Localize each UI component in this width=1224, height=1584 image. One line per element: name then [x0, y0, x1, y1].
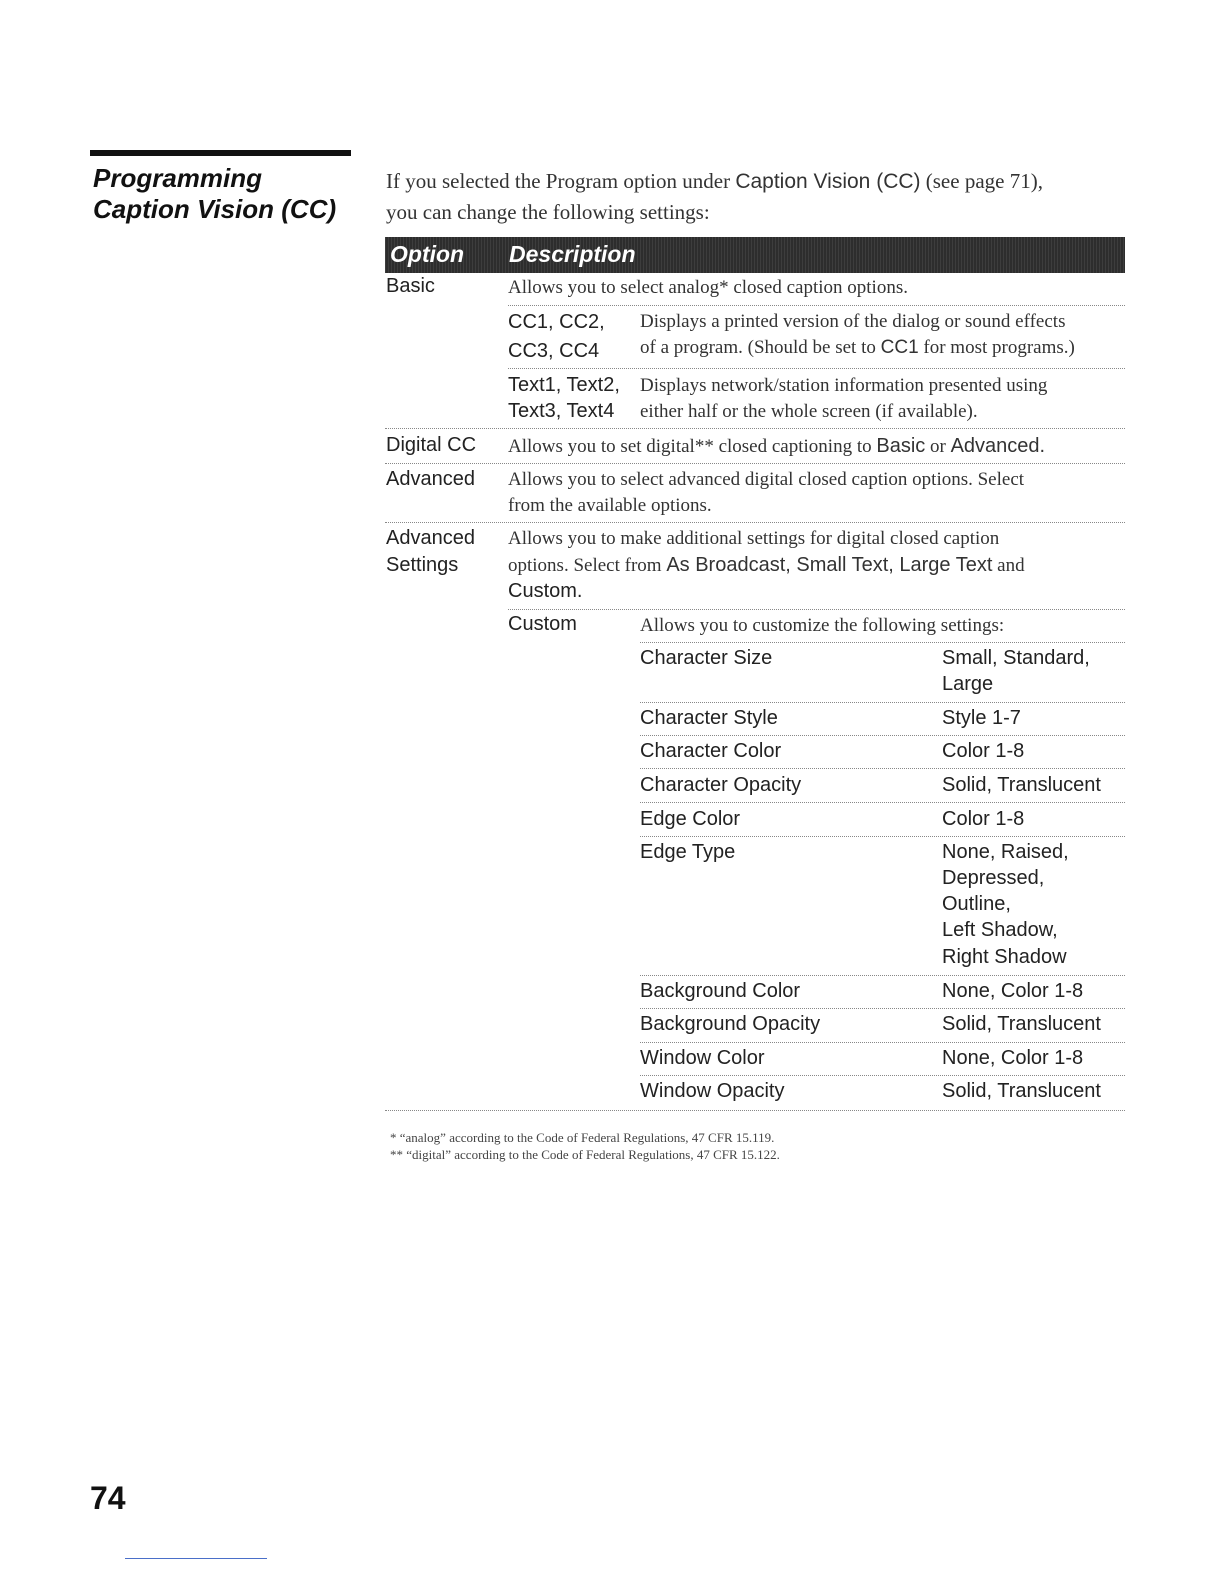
section-rule: [90, 150, 351, 156]
digital-desc-basic: Basic: [876, 435, 926, 457]
setting-value: Outline,: [942, 893, 1011, 915]
cc-label-1: CC1, CC2,: [508, 311, 605, 333]
setting-name: Character Size: [640, 647, 773, 669]
divider: [640, 1075, 1125, 1076]
setting-value: Large: [942, 673, 994, 695]
section-title: [93, 163, 363, 225]
cc-desc-2: [640, 335, 1075, 361]
desc-advanced-1: Allows you to select advanced digital closed caption options. Select: [508, 469, 1025, 490]
setting-name: Window Opacity: [640, 1080, 785, 1102]
text-label-1: Text1, Text2,: [508, 374, 620, 396]
divider: [640, 642, 1125, 643]
option-basic: Basic: [386, 275, 435, 297]
table-header: [385, 237, 1125, 273]
divider: [385, 522, 1125, 523]
divider: [640, 735, 1125, 736]
digital-desc-advanced: Advanced.: [950, 435, 1046, 457]
divider: [385, 428, 1125, 429]
divider: [385, 463, 1125, 464]
divider: [508, 305, 1125, 306]
custom-desc: Allows you to customize the following settings:: [640, 615, 1005, 636]
adv-settings-2c: and: [992, 555, 1025, 576]
adv-settings-2a: options. Select from: [508, 555, 667, 576]
divider: [640, 836, 1125, 837]
option-advanced-settings-2: Settings: [386, 554, 459, 576]
option-advanced: Advanced: [386, 468, 475, 490]
digital-desc-a: Allows you to set digital** closed captioning to: [508, 436, 877, 457]
section-title-line1: Programming: [93, 163, 263, 193]
intro-text: If you selected the Program option under: [386, 169, 736, 193]
setting-name: Edge Color: [640, 808, 741, 830]
setting-value: None, Color 1-8: [942, 980, 1084, 1002]
text-label-2: Text3, Text4: [508, 400, 615, 422]
divider: [640, 768, 1125, 769]
text-desc-1: Displays network/station information presented using: [640, 375, 1048, 396]
setting-name: Background Color: [640, 980, 801, 1002]
page-number: 74: [90, 1480, 126, 1516]
digital-desc-or: or: [925, 436, 951, 457]
setting-value: Solid, Translucent: [942, 1013, 1101, 1035]
intro-cc-term: Caption Vision (CC): [735, 170, 921, 193]
setting-value: Right Shadow: [942, 946, 1067, 968]
setting-value: Small, Standard,: [942, 647, 1090, 669]
header-option: Option: [390, 241, 465, 267]
desc-adv-settings-2: [508, 552, 1025, 579]
divider: [640, 1042, 1125, 1043]
cc-desc-2b: CC1: [880, 337, 919, 358]
setting-value: Depressed,: [942, 867, 1045, 889]
cc-desc-2c: for most programs.): [918, 337, 1075, 358]
header-description: Description: [509, 241, 636, 267]
section-title-line2: Caption Vision (CC): [93, 194, 337, 224]
footnote-analog: * “analog” according to the Code of Federal Regulations, 47 CFR 15.119.: [390, 1130, 775, 1145]
setting-name: Background Opacity: [640, 1013, 821, 1035]
setting-name: Edge Type: [640, 841, 736, 863]
divider: [508, 368, 1125, 369]
option-advanced-settings-1: Advanced: [386, 527, 475, 549]
desc-basic: Allows you to select analog* closed caption options.: [508, 277, 908, 298]
custom-label: Custom: [508, 613, 577, 635]
setting-name: Character Style: [640, 707, 778, 729]
setting-name: Character Color: [640, 740, 782, 762]
table-bottom-rule: [385, 1110, 1125, 1111]
cc-label-2: CC3, CC4: [508, 340, 600, 362]
setting-value: None, Color 1-8: [942, 1047, 1084, 1069]
setting-value: Left Shadow,: [942, 919, 1058, 941]
setting-value: Color 1-8: [942, 740, 1025, 762]
cc-desc-2a: of a program. (Should be set to: [640, 337, 881, 358]
desc-advanced-2: from the available options.: [508, 495, 712, 516]
desc-digital-cc: [508, 433, 1045, 460]
divider: [640, 975, 1125, 976]
setting-name: Character Opacity: [640, 774, 802, 796]
intro-line2: you can change the following settings:: [386, 200, 710, 224]
setting-value: Solid, Translucent: [942, 1080, 1101, 1102]
divider: [508, 609, 1125, 610]
text-desc-2: either half or the whole screen (if available).: [640, 401, 978, 422]
footnote-digital: ** “digital” according to the Code of Federal Regulations, 47 CFR 15.122.: [390, 1147, 780, 1162]
desc-adv-settings-1: Allows you to make additional settings for digital closed caption: [508, 528, 1000, 549]
bottom-rule: [125, 1558, 267, 1559]
divider: [640, 702, 1125, 703]
desc-adv-settings-3: Custom.: [508, 580, 583, 602]
intro-paragraph: [386, 166, 1126, 228]
divider: [640, 802, 1125, 803]
setting-value: Color 1-8: [942, 808, 1025, 830]
setting-name: Window Color: [640, 1047, 765, 1069]
option-digital-cc: Digital CC: [386, 434, 477, 456]
divider: [640, 1008, 1125, 1009]
setting-value: Solid, Translucent: [942, 774, 1101, 796]
setting-value: Style 1-7: [942, 707, 1021, 729]
intro-text-end: (see page 71),: [920, 169, 1043, 193]
adv-settings-2b: As Broadcast, Small Text, Large Text: [666, 554, 993, 576]
cc-desc-1: Displays a printed version of the dialog or sound effects: [640, 311, 1066, 332]
setting-value: None, Raised,: [942, 841, 1069, 863]
